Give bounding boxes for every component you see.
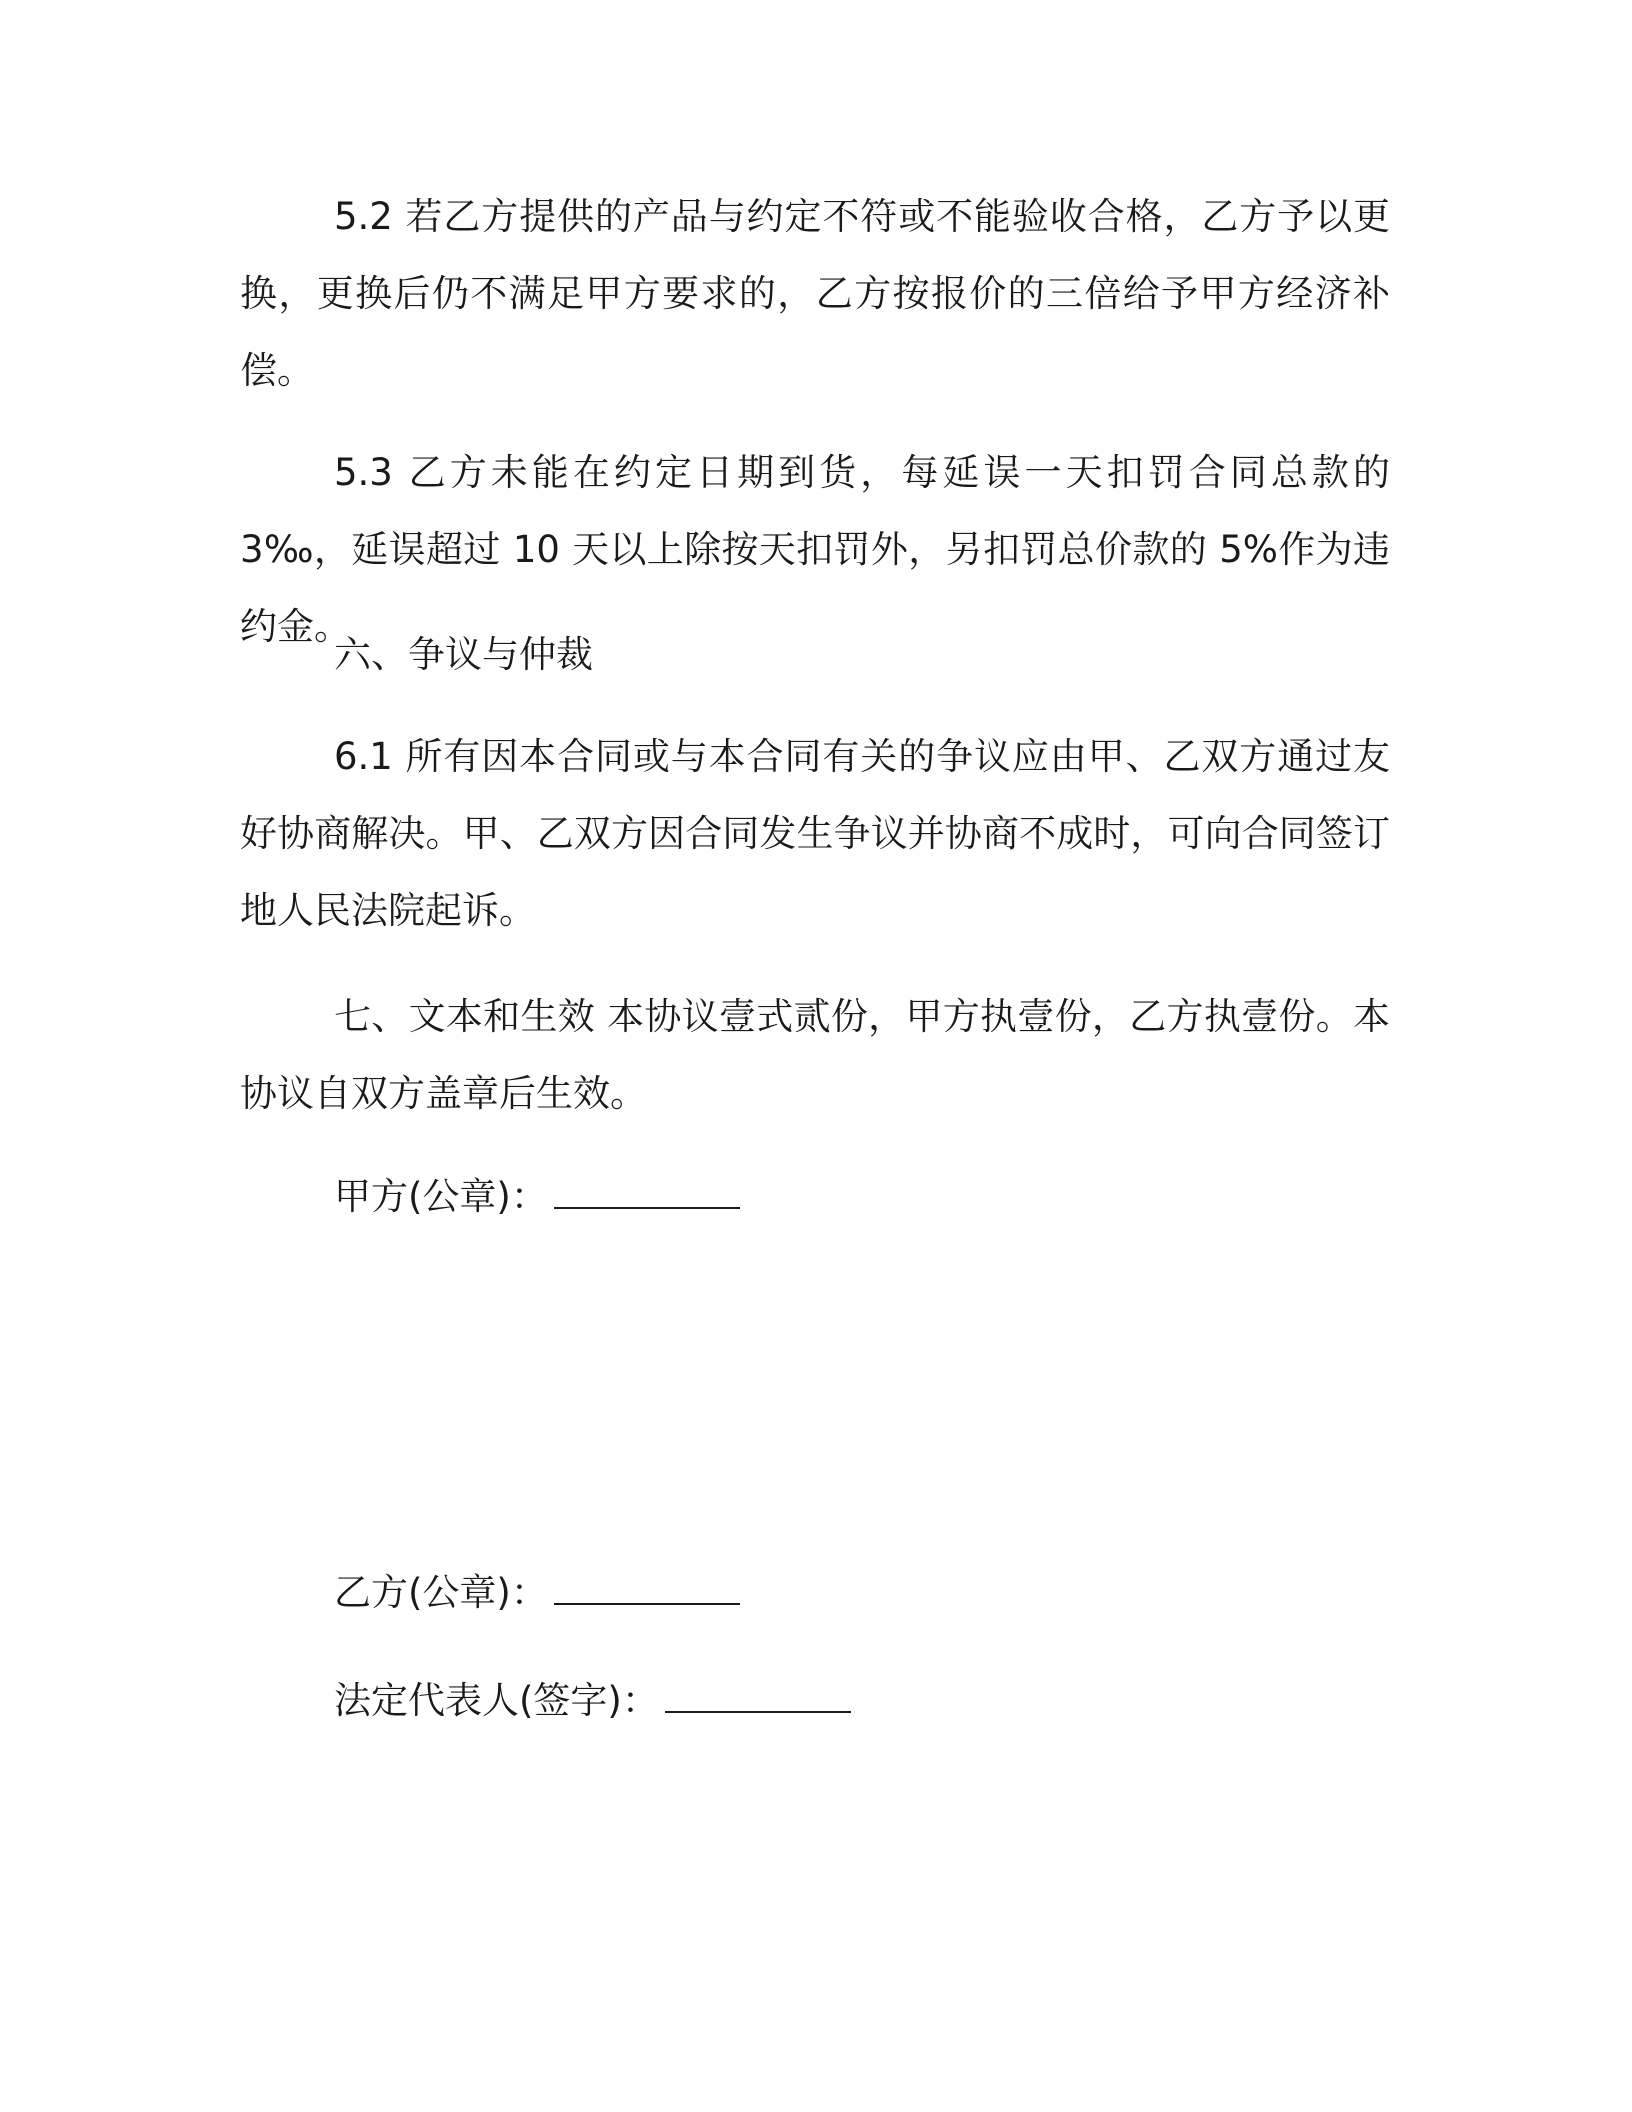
section-6-heading: 六、争议与仲裁 [334,633,593,676]
section-7: 七、文本和生效 本协议壹式贰份，甲方执壹份，乙方执壹份。本协议自双方盖章后生效。 [240,995,1390,1115]
clause-5-2: 5.2 若乙方提供的产品与约定不符或不能验收合格，乙方予以更换，更换后仍不满足甲方要求的，乙方按报价的三倍给予甲方经济补偿。 [240,195,1390,392]
party-a-signature-line [554,1163,740,1209]
party-a-label: 甲方(公章)： [334,1175,548,1218]
legal-rep-label: 法定代表人(签字)： [334,1679,659,1722]
clause-5-3: 5.3 乙方未能在约定日期到货，每延误一天扣罚合同总款的 3‰，延误超过 10 天以上除按天扣罚外，另扣罚总价款的 5%作为违约金。 [240,451,1390,648]
party-b-signature-line [554,1559,740,1605]
clause-6-1: 6.1 所有因本合同或与本合同有关的争议应由甲、乙双方通过友好协商解决。甲、乙双方因合同发生争议并协商不成时，可向合同签订地人民法院起诉。 [240,735,1390,932]
party-b-signature [334,1554,740,1631]
party-b-label: 乙方(公章)： [334,1571,548,1614]
legal-rep-signature [334,1662,851,1739]
party-a-signature [334,1158,740,1235]
legal-rep-signature-line [665,1667,851,1713]
